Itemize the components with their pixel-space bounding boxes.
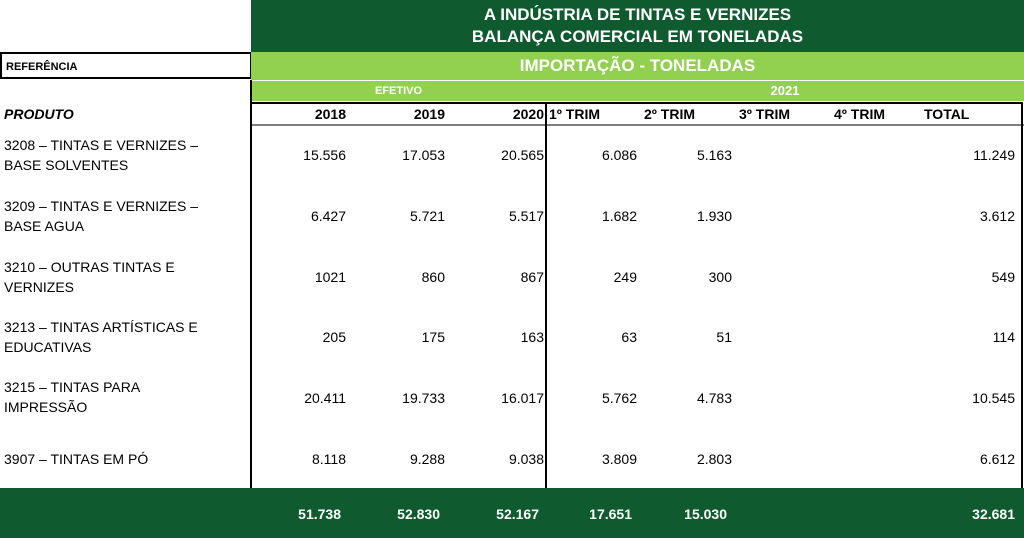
cell-3215-2018: 20.411 [304,390,346,406]
cell-3907-trim-2: 2.803 [696,451,732,467]
column-header-2018: 2018 [314,106,346,122]
band-year-2021: 2021 [546,81,1024,101]
cell-3213-total: 114 [992,329,1015,345]
title-line-2: BALANÇA COMERCIAL EM TONELADAS [471,27,804,46]
cell-3215-total: 10.545 [972,390,1015,406]
cell-3907-2018: 8.118 [312,451,346,467]
header-top-rule [251,102,1022,104]
subtitle: IMPORTAÇÃO - TONELADAS [251,52,1024,80]
cell-3210-2020: 867 [520,269,544,285]
table-right-border [1021,102,1023,488]
cell-3213-2018: 205 [322,329,346,345]
cell-3907-total: 6.612 [979,451,1015,467]
cell-3210-2019: 860 [421,269,445,285]
cell-3907-2019: 9.288 [409,451,445,467]
total-total: 32.681 [972,506,1015,522]
cell-3213-2019: 175 [421,329,445,345]
total-trim-1: 17.651 [589,506,632,522]
column-header-trim-3: 3º TRIM [739,106,791,122]
cell-3213-trim-2: 51 [716,329,732,345]
column-header-trim-4: 4º TRIM [834,106,886,122]
cell-3209-trim-1: 1.682 [601,208,637,224]
cell-3210-2018: 1021 [314,269,346,285]
row-label-3215: 3215 – TINTAS PARA IMPRESSÃO [4,379,141,415]
title-line-1: A INDÚSTRIA DE TINTAS E VERNIZES [483,5,792,24]
cell-3210-trim-2: 300 [708,269,732,285]
total-trim-2: 15.030 [684,506,727,522]
cell-3208-2020: 20.565 [501,147,544,163]
reference-label: REFERÊNCIA [0,52,251,79]
cell-3208-2018: 15.556 [303,147,346,163]
cell-3213-2020: 163 [520,329,544,345]
row-label-3208: 3208 – TINTAS E VERNIZES – BASE SOLVENTES [4,137,199,173]
cell-3215-2020: 16.017 [501,390,544,406]
column-header-2020: 2020 [512,106,544,122]
table-left-border [250,80,252,488]
column-header-2019: 2019 [413,106,445,122]
cell-3215-trim-1: 5.762 [601,390,637,406]
cell-3208-trim-1: 6.086 [601,147,637,163]
cell-3209-2019: 5.721 [409,208,445,224]
total-2018: 51.738 [298,506,341,522]
band-efetivo: EFETIVO [251,81,546,101]
cell-3210-trim-1: 249 [613,269,637,285]
cell-3215-trim-2: 4.783 [696,390,732,406]
column-header-trim-2: 2º TRIM [644,106,696,122]
cell-3213-trim-1: 63 [621,329,637,345]
cell-3209-2018: 6.427 [310,208,346,224]
row-label-3209: 3209 – TINTAS E VERNIZES – BASE AGUA [4,198,199,234]
cell-3209-2020: 5.517 [508,208,544,224]
cell-3209-trim-2: 1.930 [696,208,732,224]
cell-3907-2020: 9.038 [508,451,544,467]
column-header-trim-1: 1º TRIM [549,106,601,122]
total-2020: 52.167 [496,506,539,522]
cell-3208-2019: 17.053 [402,147,445,163]
cell-3210-total: 549 [991,269,1015,285]
report-title [251,0,1024,52]
column-header-total: TOTAL [924,106,970,122]
column-header-produto: PRODUTO [4,106,74,122]
row-label-3210: 3210 – OUTRAS TINTAS E VERNIZES [4,259,175,295]
row-label-3907: 3907 – TINTAS EM PÓ [4,451,149,467]
cell-3209-total: 3.612 [979,208,1015,224]
row-label-3213: 3213 – TINTAS ARTÍSTICAS E EDUCATIVAS [4,319,198,355]
cell-3907-trim-1: 3.809 [601,451,637,467]
cell-3208-total: 11.249 [973,147,1015,163]
year-divider [545,102,547,488]
cell-3208-trim-2: 5.163 [696,147,732,163]
cell-3215-2019: 19.733 [402,390,445,406]
header-bottom-rule [251,124,1024,126]
total-2019: 52.830 [397,506,440,522]
